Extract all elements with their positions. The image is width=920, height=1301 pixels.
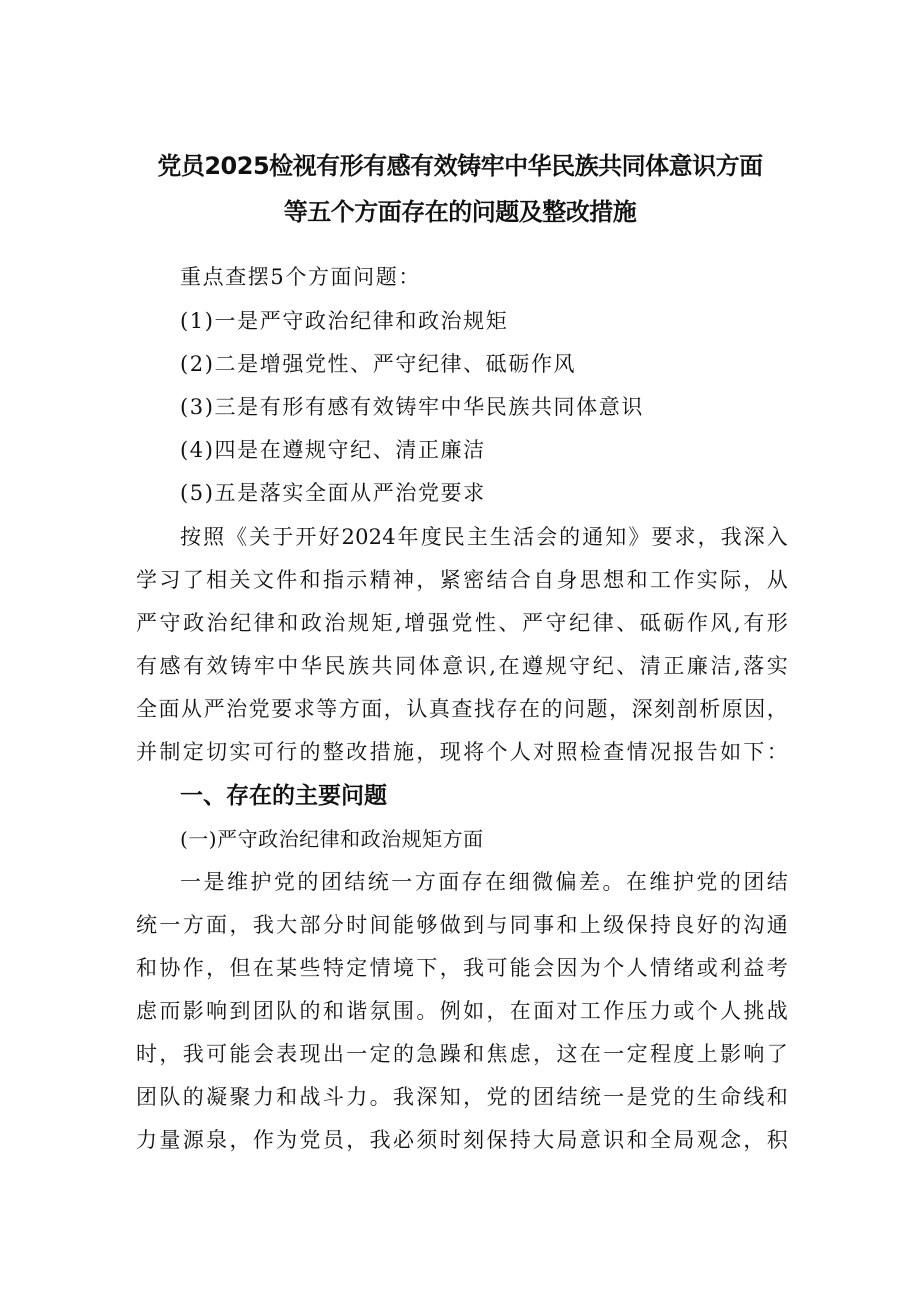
paragraph-line: 力量源泉，作为党员，我必须时刻保持大局意识和全局观念，积 xyxy=(136,1128,788,1152)
paragraph-line: 按照《关于开好2024年度民主生活会的通知》要求，我深入 xyxy=(180,525,788,549)
list-item: (1)一是严守政治纪律和政治规矩 xyxy=(180,309,509,333)
intro-text: 重点查摆5个方面问题： xyxy=(180,265,421,289)
document-title-line-1: 党员2025检视有形有感有效铸牢中华民族共同体意识方面 xyxy=(157,152,763,180)
paragraph-line: 时，我可能会表现出一定的急躁和焦虑，这在一定程度上影响了 xyxy=(136,1042,788,1066)
list-item: (4)四是在遵规守纪、清正廉洁 xyxy=(180,438,486,462)
list-item: (5)五是落实全面从严治党要求 xyxy=(180,481,486,505)
paragraph-line: 有感有效铸牢中华民族共同体意识,在遵规守纪、清正廉洁,落实 xyxy=(136,654,788,678)
subsection-heading: (一)严守政治纪律和政治规矩方面 xyxy=(180,827,484,851)
paragraph-line: 虑而影响到团队的和谐氛围。例如，在面对工作压力或个人挑战 xyxy=(136,999,788,1023)
paragraph-line: 统一方面，我大部分时间能够做到与同事和上级保持良好的沟通 xyxy=(136,913,788,937)
paragraph-line: 一是维护党的团结统一方面存在细微偏差。在维护党的团结 xyxy=(180,870,788,894)
paragraph-line: 并制定切实可行的整改措施，现将个人对照检查情况报告如下： xyxy=(136,740,788,764)
section-heading: 一、存在的主要问题 xyxy=(180,783,387,809)
list-item: (2)二是增强党性、严守纪律、砥砺作风 xyxy=(180,352,577,376)
paragraph-line: 学习了相关文件和指示精神，紧密结合自身思想和工作实际，从 xyxy=(136,568,788,592)
paragraph-line: 全面从严治党要求等方面，认真查找存在的问题，深刻剖析原因， xyxy=(136,697,788,721)
list-item: (3)三是有形有感有效铸牢中华民族共同体意识 xyxy=(180,395,644,419)
document-title-line-2: 等五个方面存在的问题及整改措施 xyxy=(283,198,637,226)
paragraph-line: 严守政治纪律和政治规矩,增强党性、严守纪律、砥砺作风,有形 xyxy=(136,611,788,635)
paragraph-line: 团队的凝聚力和战斗力。我深知，党的团结统一是党的生命线和 xyxy=(136,1085,788,1109)
paragraph-line: 和协作，但在某些特定情境下，我可能会因为个人情绪或利益考 xyxy=(136,956,788,980)
